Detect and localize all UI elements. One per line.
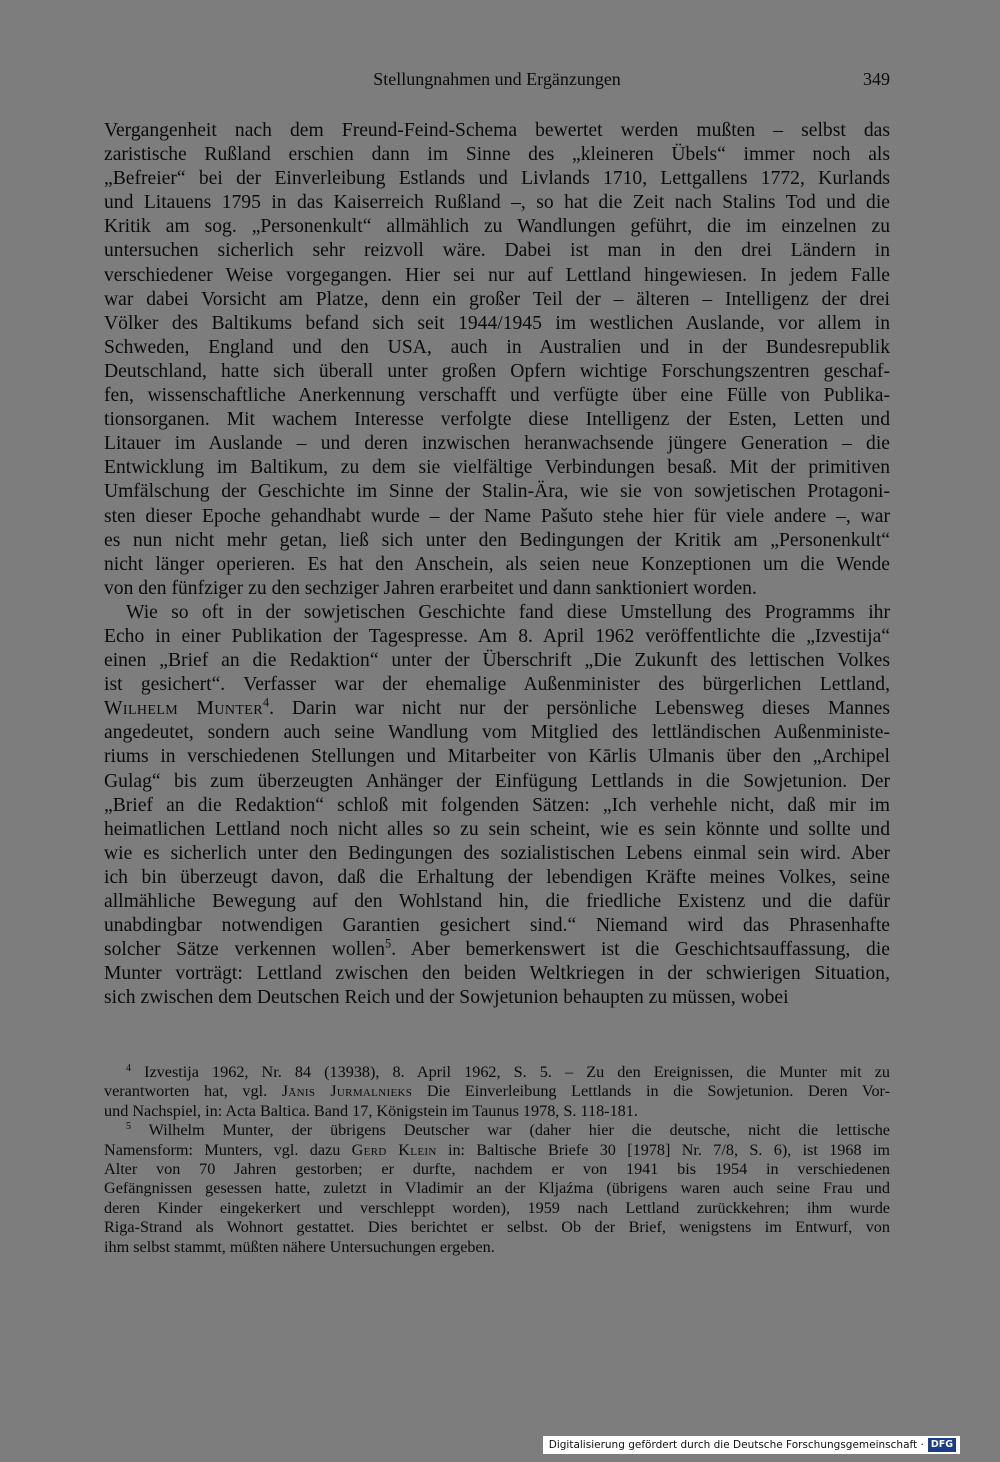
body-line: unabdingbar notwendigen Garantien gesichert sind.“ Niemand wird das Phrasenhafte xyxy=(104,915,890,937)
footnote-text: verantworten hat, vgl. xyxy=(104,1082,282,1101)
footnote-4-line xyxy=(104,1082,890,1101)
footnote-5-line xyxy=(104,1141,890,1160)
body-line: ist gesichert“. Verfasser war der ehemalige Außenminister des bürgerlichen Lettland, xyxy=(104,674,890,696)
body-line: einen „Brief an die Redaktion“ unter der Überschrift „Die Zukunft des lettischen Volkes xyxy=(104,650,890,672)
body-text xyxy=(104,119,890,1010)
page-number: 349 xyxy=(863,69,890,89)
footnote-text: Izvestija 1962, Nr. 84 (13938), 8. April 1962, S. 5. – Zu den Ereignissen, die Munter mit zu xyxy=(144,1063,890,1081)
footnote-text: Wilhelm Munter, der übrigens Deutscher war (daher hier die deutsche, nicht die lettische xyxy=(148,1121,890,1140)
body-line: ich bin überzeugt davon, daß die Erhaltung der lebendigen Kräfte meines Volkes, seine xyxy=(104,866,890,888)
running-title: Stellungnahmen und Ergänzungen xyxy=(373,69,621,89)
body-line: angedeutet, sondern auch seine Wandlung vom Mitglied des lettländischen Außenministe- xyxy=(104,722,890,744)
body-line: tionsorganen. Mit wachem Interesse verfolgte diese Intelligenz der Esten, Letten und xyxy=(104,409,890,431)
body-line: sten dieser Epoche gehandhabt wurde – der Name Pašuto stehe hier für viele andere –, war xyxy=(104,505,890,527)
body-line: solcher Sätze verkennen wollen$^5$. Aber bemerkenswert ist die Geschichtsauffassung, die xyxy=(104,936,890,961)
body-line: Litauer im Auslande – und deren inzwischen heranwachsende jüngere Generation – die xyxy=(104,433,890,455)
footnote-4-line xyxy=(104,1063,890,1082)
body-line: „Brief an die Redaktion“ schloß mit folgenden Sätzen: „Ich verhehle nicht, daß mir im xyxy=(104,794,890,816)
footnote-5-line: deren Kinder eingekerkert und verschleppt worden), 1959 nach Lettland zurückkehren; ihm wurde xyxy=(104,1198,890,1217)
body-line: Munter vorträgt: Lettland zwischen den beiden Weltkriegen in der schwierigen Situation, xyxy=(104,963,890,985)
body-line: sich zwischen dem Deutschen Reich und der Sowjetunion behaupten zu müssen, wobei xyxy=(104,987,789,1009)
body-line: Völker des Baltikums befand sich seit 1944/1945 im westlichen Auslande, vor allem in xyxy=(104,312,890,334)
footnote-4-marker: 4 xyxy=(126,1062,132,1074)
body-line: Umfälschung der Geschichte im Sinne der Stalin-Ära, wie sie von sowjetischen Protagoni- xyxy=(104,481,890,503)
footnote-5-line: Riga-Strand als Wohnort gestattet. Dies berichtet er selbst. Ob der Brief, wenigstens im Entwurf, von xyxy=(104,1218,890,1237)
footnote-author: Jānis Jurmalnieks xyxy=(281,1082,413,1101)
body-line: untersuchen sicherlich sehr reizvoll wäre. Dabei ist man in den drei Ländern in xyxy=(104,240,890,262)
footnote-text: Namensform: Munters, vgl. dazu xyxy=(104,1140,352,1159)
body-line: Kritik am sog. „Personenkult“ allmählich zu Wandlungen geführt, die im einzelnen zu xyxy=(104,216,890,238)
body-line: Wie so oft in der sowjetischen Geschichte fand diese Umstellung des Programms ihr xyxy=(126,601,890,623)
author-name: Wilhelm Munter xyxy=(104,698,263,720)
body-line: war dabei Vorsicht am Platze, denn ein großer Teil der – älteren – Intelligenz der drei xyxy=(104,288,890,310)
body-line: Schweden, England und den USA, auch in Australien und in der Bundesrepublik xyxy=(104,336,890,358)
body-line: nicht länger operieren. Es hat den Anschein, als seien neue Konzeptionen um die Wende xyxy=(104,553,890,575)
dfg-logo: DFG xyxy=(928,1438,956,1452)
footnote-5-line: Gefängnissen gesessen hatte, zuletzt in Vladimir an der Kljaźma (übrigens waren auch seine Frau und xyxy=(104,1179,890,1198)
footnote-5-line: ihm selbst stammt, müßten nähere Untersuchungen ergeben. xyxy=(104,1237,495,1256)
body-line: Gulag“ bis zum überzeugten Anhänger der Einfügung Lettlands in die Sowjetunion. Der xyxy=(104,770,890,792)
footnote-ref-5[interactable]: 5 xyxy=(385,936,392,951)
body-line: Vergangenheit nach dem Freund-Feind-Schema bewertet werden mußten – selbst das xyxy=(104,120,890,141)
footnote-5-line xyxy=(104,1121,890,1140)
footnote-4-line: und Nachspiel, in: Acta Baltica. Band 17, Königstein im Taunus 1978, S. 118-181. xyxy=(104,1101,638,1120)
body-line: riums in verschiedenen Stellungen und Mitarbeiter von Kārlis Ulmanis über den „Archipel xyxy=(104,746,890,768)
body-line: Entwicklung im Baltikum, zu dem sie vielfältige Verbindungen besaß. Mit der primitiven xyxy=(104,457,890,479)
body-line: fen, wissenschaftliche Anerkennung verschafft und verfügte über eine Fülle von Publika- xyxy=(104,385,890,407)
body-line: von den fünfziger zu den sechziger Jahren erarbeitet und dann sanktioniert worden. xyxy=(104,577,757,599)
body-line: zaristische Rußland erschien dann im Sinne des „kleineren Übels“ immer noch als xyxy=(104,144,890,166)
footnote-ref-4[interactable]: 4 xyxy=(262,695,270,710)
credit-text: Digitalisierung gefördert durch die Deutsche Forschungsgemeinschaft · xyxy=(548,1439,924,1451)
body-line: allmähliche Bewegung auf den Wohlstand hin, die friedliche Existenz und die dafür xyxy=(104,891,890,912)
dfg-credit-banner[interactable] xyxy=(543,1436,960,1454)
running-head xyxy=(104,66,890,92)
footnote-author: Gerd Klein xyxy=(351,1140,437,1159)
body-line: verschiedener Weise vorgegangen. Hier sei nur auf Lettland hingewiesen. In jedem Falle xyxy=(104,264,890,286)
body-line: wie es sicherlich unter den Bedingungen des sozialistischen Lebens einmal sein wird. Aber xyxy=(104,842,890,864)
body-line: und Litauens 1795 in das Kaiserreich Rußland –, so hat die Zeit nach Stalins Tod und die xyxy=(104,192,890,214)
footnote-text: in: Baltische Briefe 30 [1978] Nr. 7/8, S. 6), ist 1968 im xyxy=(436,1140,891,1159)
body-line: es nun nicht mehr getan, ließ sich unter den Bedingungen der Kritik am „Personenkult“ xyxy=(104,529,890,551)
body-line: Deutschland, hatte sich überall unter großen Opfern wichtige Forschungszentren geschaf- xyxy=(104,360,890,382)
footnote-text: Die Einverleibung Lettlands in die Sowjetunion. Deren Vor- xyxy=(412,1082,891,1101)
body-line: Wilhelm Munter$^4$. Darin war nicht nur der persönliche Lebensweg dieses Mannes xyxy=(104,695,890,720)
footnotes xyxy=(104,1063,890,1257)
body-line: heimatlichen Lettland noch nicht alles so zu sein scheint, wie es sein könnte und sollte und xyxy=(104,818,890,840)
body-line: Echo in einer Publikation der Tagespresse. Am 8. April 1962 veröffentlichte die „Izvestija“ xyxy=(104,625,890,647)
footnote-5-line: Alter von 70 Jahren gestorben; er durfte, nachdem er von 1941 bis 1954 in verschiedenen xyxy=(104,1160,890,1179)
body-line: „Befreier“ bei der Einverleibung Estlands und Livlands 1710, Lettgallens 1772, Kurlands xyxy=(104,168,890,190)
footnote-5-marker: 5 xyxy=(126,1121,132,1133)
